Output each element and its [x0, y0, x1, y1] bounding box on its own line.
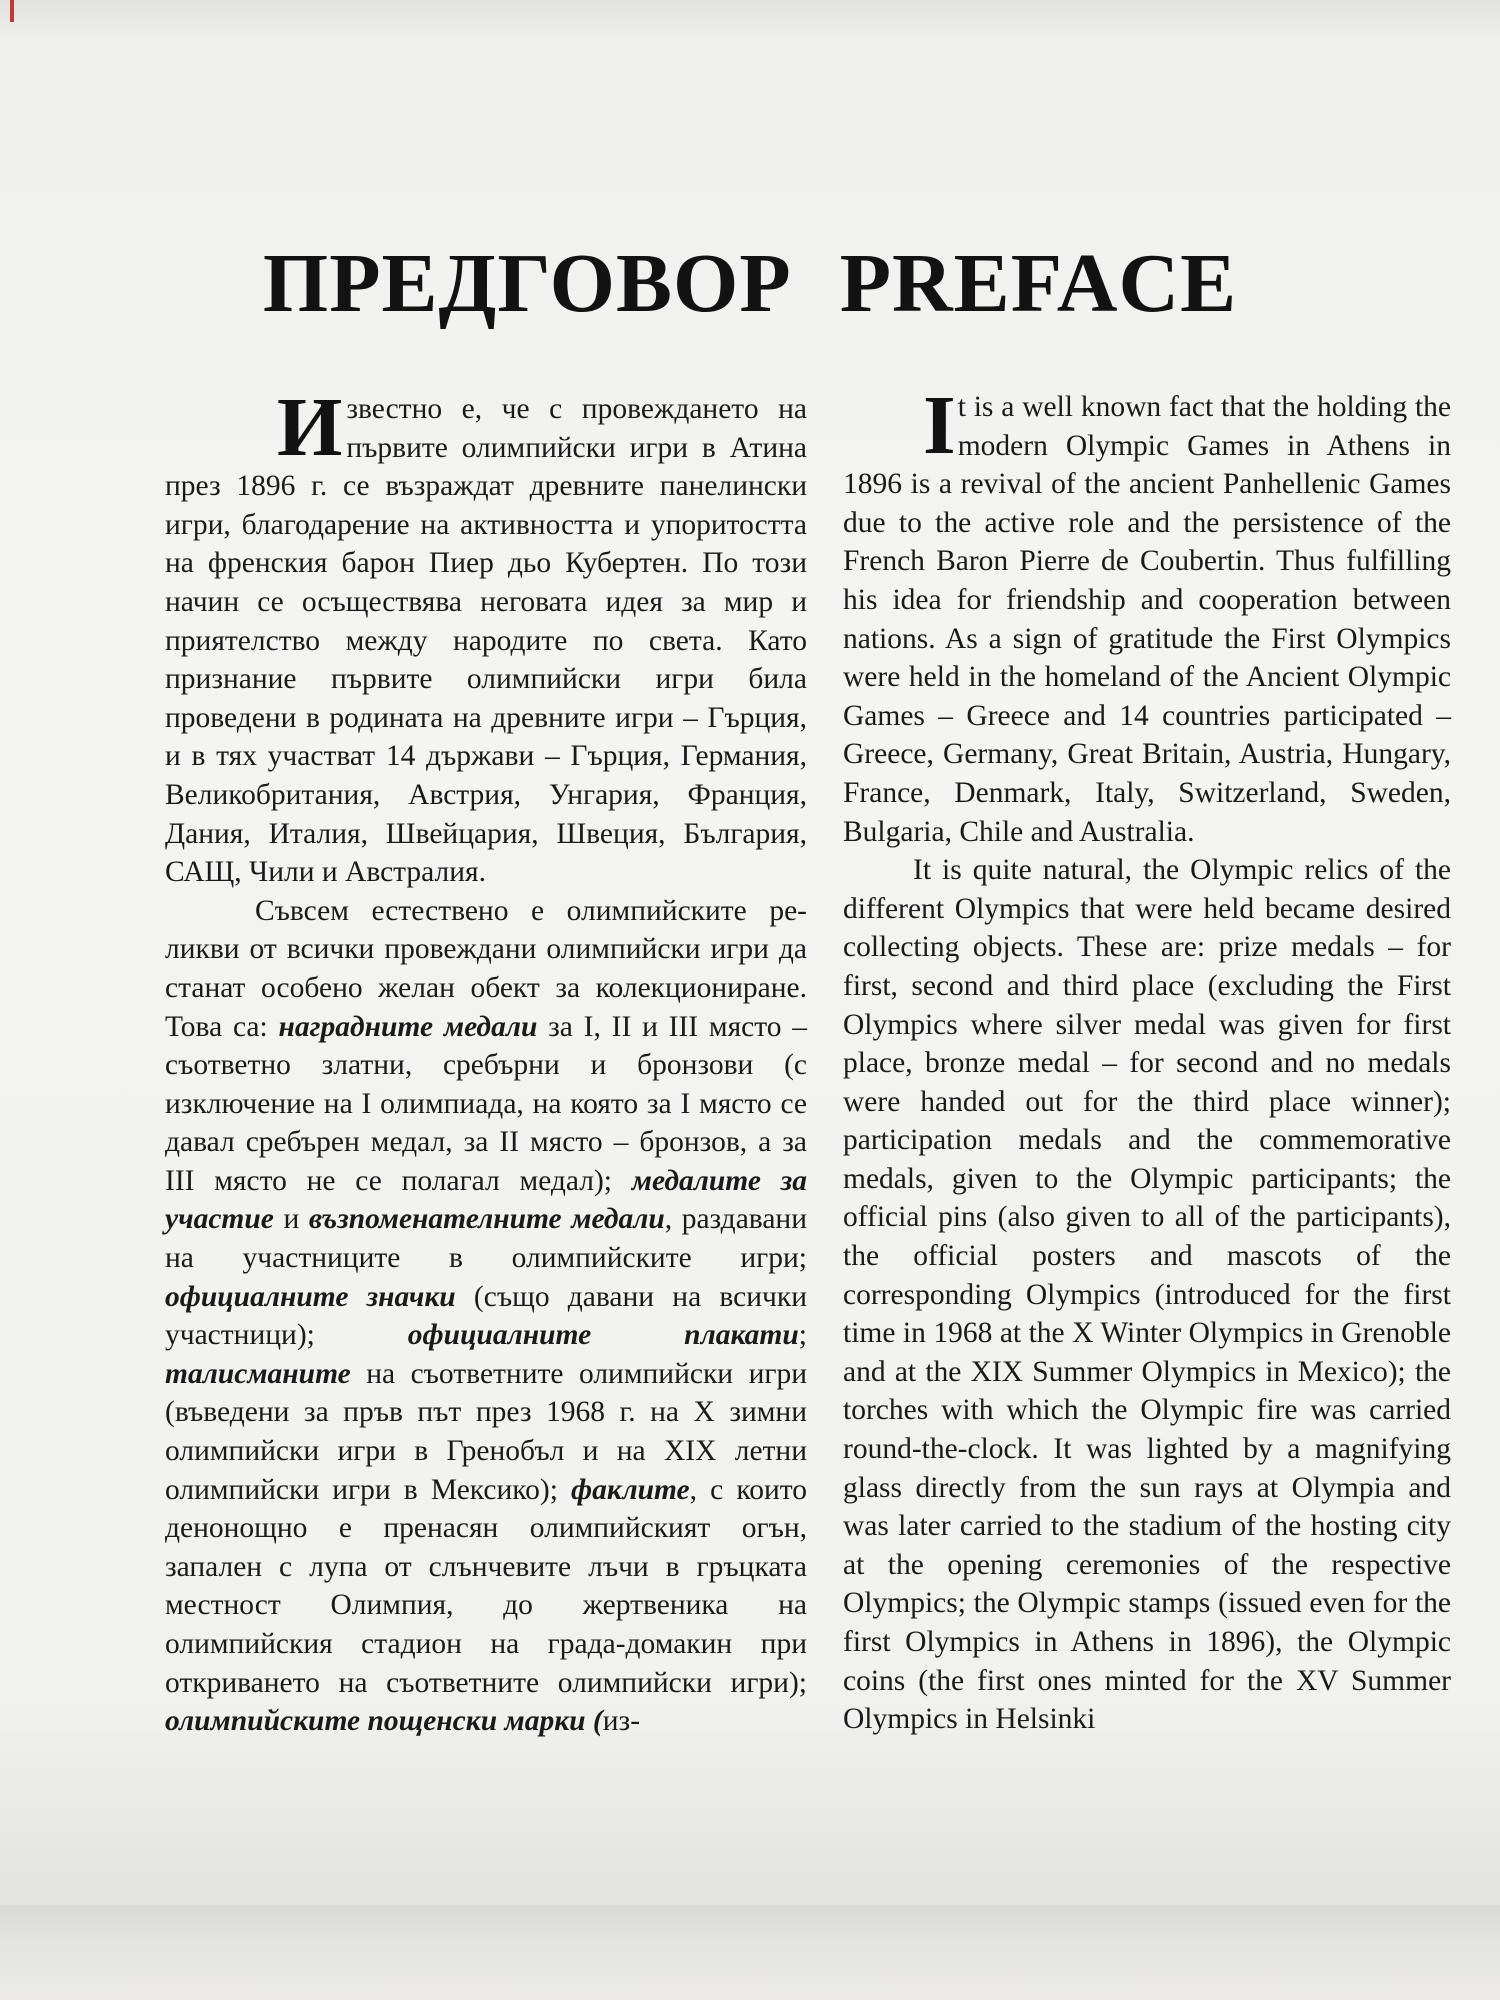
drop-cap-english: I: [923, 379, 956, 472]
emphasis-mascots: талисманите: [165, 1357, 351, 1390]
red-page-edge-top: [10, 0, 14, 22]
title-english: PREFACE: [839, 237, 1238, 330]
emphasis-postage-stamps: олимпийските пощенски марки (: [165, 1705, 603, 1738]
page-top-shadow: [0, 0, 1500, 40]
emphasis-official-posters: официалните плакати: [407, 1319, 799, 1352]
bulgarian-column: [165, 381, 808, 1741]
bulgarian-paragraph-1-text: звестно е, че с провеждането на първите олимпийски игри в Атина през 1896 г. се възраждат древните панелински игри, благодарение на активността и упоритостта на френския барон Пиер дьо Кубертен. По този начин се осъществява неговата идея за мир и приятелство между народите по света. Като признание първите олимпийски игри била проведени в родината на древните игри – Гърция, и в тях участват 14 държави – Гърция, Германия, Великобритания, Австрия, Унгария, Франция, Дания, Италия, Швейцария, Швеция, България, САЩ, Чили и Австралия.: [165, 393, 807, 889]
bulgarian-paragraph-2: [165, 892, 807, 1741]
page-title: [0, 235, 1500, 332]
emphasis-prize-medals: наградните медали: [278, 1010, 538, 1043]
text-run: , с които денонощно е пренасян олимпийският огън, запален с лупа от слънчевите лъчи в гръцката местност Олимпия, до жертвеника на олимпийския стадион на града-домакин при откриването на съответните олимпийски игри);: [165, 1473, 808, 1699]
english-paragraph-1-text: t is a well known fact that the holding the modern Olympic Games in Athens in 1896 is a revival of the ancient Panhellenic Games due to the active role and the persistence of the French Baron Pierre de Coubertin. Thus fulfilling his idea for friendship and cooperation between nations. As a sign of gratitude the First Olympics were held in the homeland of the Ancient Olympic Games – Greece and 14 countries participated – Greece, Germany, Great Britain, Austria, Hungary, France, Denmark, Italy, Switzerland, Sweden, Bulgaria, Chile and Australia.: [843, 391, 1451, 848]
text-run: (също давани на всички участници);: [165, 1280, 807, 1352]
text-run: ;: [798, 1319, 807, 1352]
bulgarian-paragraph-1: [165, 381, 807, 892]
text-run: Съвсем естествено е олимпийските реликви от всички провеждани олимпийски игри да станат особено желан обект за колекциониране. Това са:: [165, 894, 807, 1043]
text-run: , раздавани на участниците в олимпийските игри;: [165, 1203, 807, 1275]
title-bulgarian: ПРЕДГОВОР: [262, 237, 792, 330]
emphasis-participation-medals: медалите за участие: [165, 1164, 807, 1236]
emphasis-commemorative-medals: възпоменателните медали: [308, 1203, 665, 1236]
text-run: из-: [602, 1705, 641, 1738]
english-paragraph-1: [843, 379, 1451, 851]
emphasis-official-pins: официалните значки: [165, 1280, 456, 1313]
english-column: [843, 379, 1451, 1739]
page-bottom-shadow: [0, 1905, 1500, 2000]
emphasis-torches: факлите: [571, 1473, 690, 1506]
text-run: на съответните олимпийски игри (въведени за пръв път през 1968 г. на X зимни олимпийски игри в Гренобъл и на XIX летни олимпийски игри в Мексико);: [165, 1357, 807, 1506]
drop-cap-bulgarian: И: [277, 381, 343, 474]
english-paragraph-2: It is quite natural, the Olympic relics of the different Olympics that were held became desired collecting objects. These are: prize medals – for first, second and third place (excluding the First Olympics where silver medal was given for first place, bronze medal – for second and no medals were handed out for the third place winner); participation medals and the commemorative medals, given to the Olympic participants; the official pins (also given to all of the participants), the official posters and mascots of the corresponding Olympics (introduced for the first time in 1968 at the X Winter Olympics in Grenoble and at the XIX Summer Olympics in Mexico); the torches with which the Olympic fire was carried round-the-clock. It was lighted by a magnifying glass directly from the sun rays at Olympia and was later carried to the stadium of the hosting city at the opening ceremonies of the respective Olympics; the Olympic stamps (issued even for the first Olympics in Athens in 1896), the Olympic coins (the first ones minted for the XV Summer Olympics in Helsinki: [843, 854, 1451, 1736]
text-run: и: [273, 1203, 309, 1236]
text-run: за I, II и III място – съответно златни, сребърни и бронзови (с изключение на I олимпиада, на която за I място се давал сребърен медал, за II място – бронзов, а за III място не се полагал медал);: [165, 1010, 808, 1197]
